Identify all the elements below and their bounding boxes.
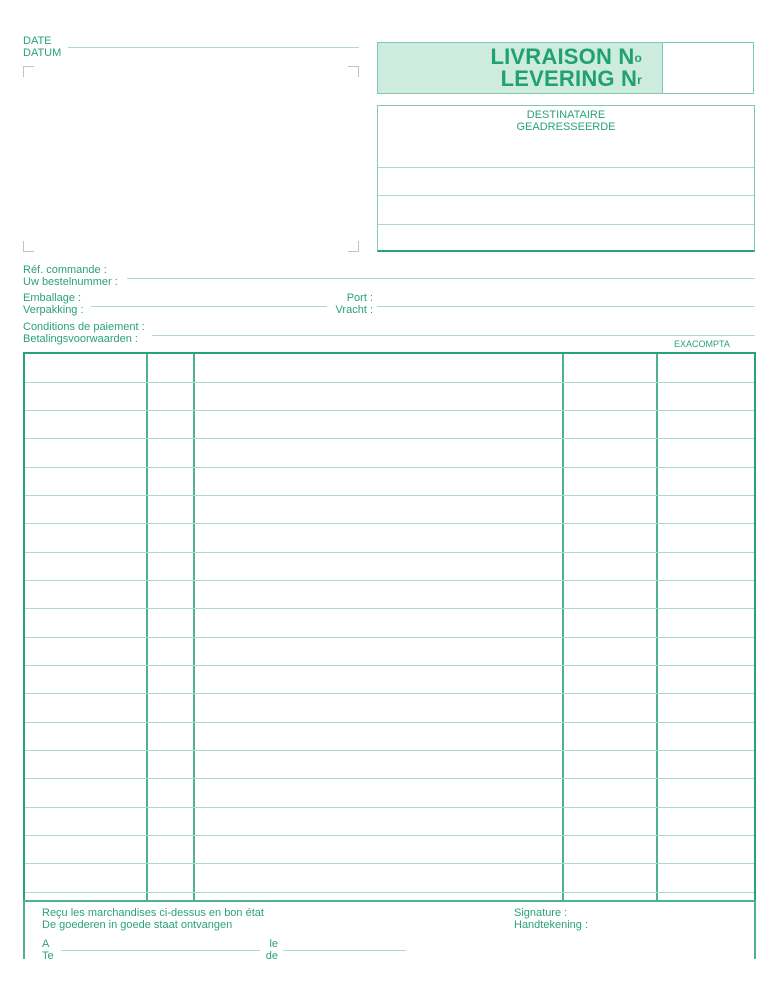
freight-label-fr: Port : [346,292,373,304]
recipient-label-nl: GEADRESSEERDE [516,121,616,133]
table-row[interactable] [25,438,754,439]
packaging-field[interactable] [91,306,327,307]
table-row[interactable] [25,863,754,864]
recipient-line [378,195,754,196]
corner-mark [348,66,359,77]
table-row[interactable] [25,467,754,468]
freight-label [334,293,373,316]
order-ref-label-nl: Uw bestelnummer : [23,275,118,288]
footer-left-border [23,901,25,959]
place-label-nl: Te [42,949,54,962]
order-ref-label [23,265,118,288]
order-ref-field[interactable] [127,278,755,279]
title-panel [378,43,663,93]
column-divider [656,354,658,901]
signature-label-fr: Signature : [514,907,568,919]
table-row[interactable] [25,495,754,496]
table-row[interactable] [25,892,754,893]
table-row[interactable] [25,722,754,723]
payment-label-nl: Betalingsvoorwaarden : [23,332,138,345]
packaging-label-nl: Verpakking : [23,303,84,316]
receipt-date-field[interactable] [283,950,406,951]
recipient-line [378,224,754,225]
payment-field[interactable] [152,335,755,336]
order-ref-label-fr: Réf. commande : [23,264,107,276]
receipt-date-label-nl: de [265,949,278,962]
table-row[interactable] [25,608,754,609]
table-row[interactable] [25,410,754,411]
table-row[interactable] [25,665,754,666]
title-nl: LEVERING $N^r$ [500,66,642,91]
recipient-line [378,167,754,168]
title-fr: LIVRAISON $N^o$ [490,44,642,69]
packaging-label-fr: Emballage : [23,292,82,304]
items-table [23,352,756,901]
signature-label-nl: Handtekening : [514,918,588,931]
corner-mark [23,66,34,77]
payment-label [23,322,145,345]
delivery-number-field[interactable] [663,43,753,93]
place-label-fr: A [42,938,50,950]
table-row[interactable] [25,580,754,581]
table-row[interactable] [25,807,754,808]
column-divider [146,354,148,901]
table-row[interactable] [25,778,754,779]
date-label [23,36,61,59]
freight-label-nl: Vracht : [335,303,373,316]
packaging-label [23,293,84,316]
brand-label: EXACOMPTA [674,339,730,349]
column-divider [562,354,564,901]
table-row[interactable] [25,750,754,751]
received-fr: Reçu les marchandises ci-dessus en bon état [42,907,264,919]
freight-field[interactable] [377,306,755,307]
signature-field[interactable] [514,932,750,958]
sender-address-area[interactable] [23,66,359,252]
table-row[interactable] [25,552,754,553]
place-label [42,939,54,962]
table-row[interactable] [25,382,754,383]
title-box [377,42,754,94]
date-label-nl: DATUM [23,46,62,59]
table-row[interactable] [25,835,754,836]
date-label-fr: DATE [23,35,52,47]
payment-label-fr: Conditions de paiement : [23,321,145,333]
received-statement [42,908,264,931]
footer-right-border [754,901,756,959]
table-bottom-rule [23,900,756,902]
recipient-label-fr: DESTINATAIRE [526,109,606,121]
recipient-box[interactable] [377,105,755,252]
place-field[interactable] [61,950,260,951]
receipt-date-label-fr: le [269,938,278,950]
recipient-title [378,109,754,133]
table-row[interactable] [25,523,754,524]
date-field[interactable] [68,47,359,48]
table-row[interactable] [25,637,754,638]
receipt-date-label [264,939,278,962]
received-nl: De goederen in goede staat ontvangen [42,918,233,931]
signature-label [514,908,588,931]
table-row[interactable] [25,693,754,694]
column-divider [193,354,195,901]
corner-mark [348,241,359,252]
corner-mark [23,241,34,252]
